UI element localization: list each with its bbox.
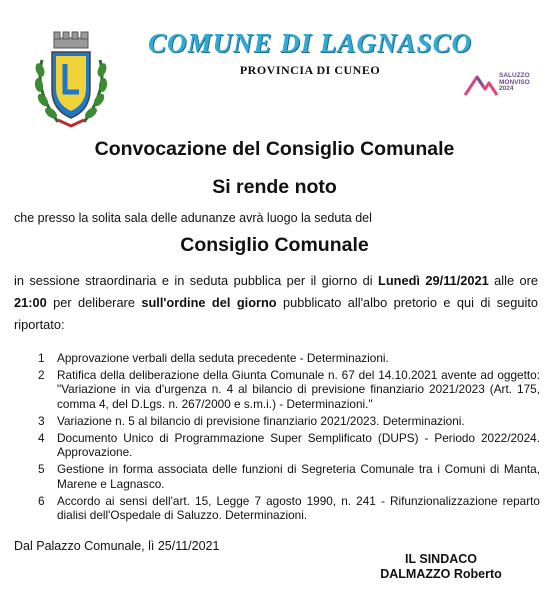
list-item <box>38 368 540 411</box>
logo-line-2: MONVISO <box>499 78 530 86</box>
logo-line-1: SALUZZO <box>499 72 530 79</box>
place-date: Dal Palazzo Comunale, lì 25/11/2021 <box>14 539 220 553</box>
heading-convocation: Convocazione del Consiglio Comunale <box>94 138 455 160</box>
item-text: Gestione in forma associata delle funzioni di Segreteria Comunale tra i Comuni di Manta, Marene e Lagnasco. <box>57 462 540 491</box>
list-item <box>38 351 540 365</box>
item-number: 1 <box>38 351 45 365</box>
mountain-icon <box>463 73 499 97</box>
logo-line-3: 2024 <box>499 85 514 93</box>
province-subtitle: PROVINCIA DI CUNEO <box>239 63 381 77</box>
item-text: Accordo ai sensi dell'art. 15, Legge 7 agosto 1990, n. 241 - Rifunzionalizzazione reparto dialisi dell'Ospedale di Saluzzo. Determinazioni. <box>57 493 540 523</box>
para-part-4: pubblicato all'albo pretorio e qui di seguito riportato: <box>14 295 539 332</box>
list-item <box>38 431 540 459</box>
item-text: Variazione n. 5 al bilancio di previsione finanziario 2021/2023. Determinazioni. <box>57 413 465 428</box>
item-number: 5 <box>38 462 45 477</box>
list-item <box>38 494 540 522</box>
heading-notice: Si rende noto <box>212 176 337 198</box>
para-part-3: per deliberare <box>46 295 142 310</box>
session-paragraph <box>14 270 538 336</box>
item-number: 6 <box>38 493 45 508</box>
item-number: 3 <box>38 413 45 428</box>
item-number: 4 <box>38 431 45 446</box>
session-date: Lunedì 29/11/2021 <box>378 273 489 288</box>
signer-role: IL SINDACO <box>405 552 477 566</box>
municipality-title: COMUNE DI LAGNASCO <box>147 28 473 58</box>
list-item <box>38 414 540 428</box>
heading-council: Consiglio Comunale <box>180 234 369 256</box>
para-part-1: in sessione straordinaria e in seduta pubblica per il giorno di <box>14 273 379 288</box>
session-time: 21:00 <box>14 295 47 310</box>
item-text: Documento Unico di Programmazione Super Semplificato (DUPS) - Periodo 2022/2024. Approvazione. <box>57 431 540 460</box>
item-text: Ratifica della deliberazione della Giunta Comunale n. 67 del 14.10.2021 avente ad oggetto: "Variazione in via d'urgenza n. 4 al bilancio di previsione finanziario 2021/2023 (Art. 175, comma 4, del D.Lgs. n. 267/2000 e s.m.i.) - Determinazioni." <box>57 368 540 411</box>
para-part-2: alle ore <box>488 273 538 288</box>
item-number: 2 <box>38 368 45 383</box>
signature-block <box>366 552 516 582</box>
saluzzo-monviso-logo <box>463 73 531 99</box>
intro-text: che presso la solita sala delle adunanze avrà luogo la seduta del <box>14 211 372 225</box>
item-text: Approvazione verbali della seduta precedente - Determinazioni. <box>57 351 389 365</box>
agenda-list <box>38 351 540 525</box>
header <box>0 28 549 78</box>
list-item <box>38 462 540 490</box>
signer-name: DALMAZZO Roberto <box>380 567 502 581</box>
agenda-phrase: sull'ordine del giorno <box>141 295 277 310</box>
